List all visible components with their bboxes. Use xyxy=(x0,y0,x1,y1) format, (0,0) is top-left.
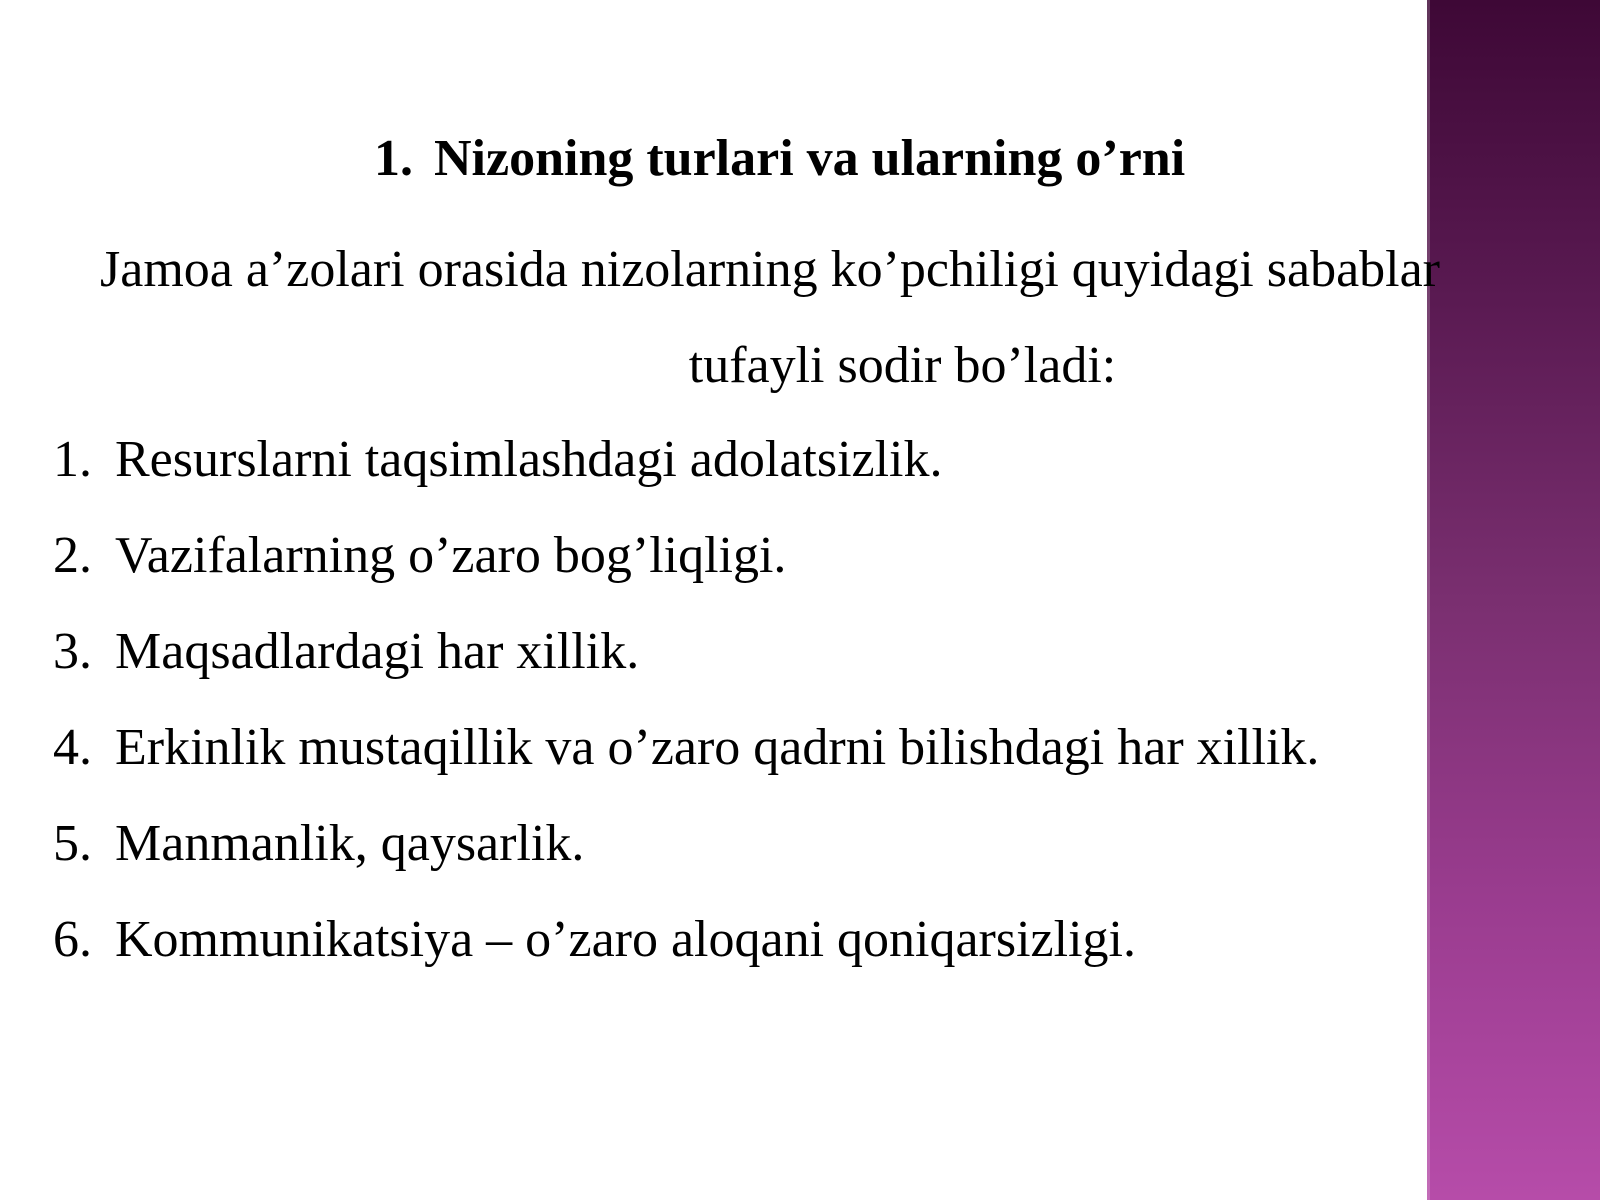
list-item-number: 4. xyxy=(53,719,92,776)
slide-title xyxy=(374,128,1185,190)
list-item-text: Resurslarni taqsimlashdagi adolatsizlik. xyxy=(115,431,943,488)
intro-line-1: Jamoa a’zolari orasida nizolarning ko’pchiligi quyidagi sabablar xyxy=(100,241,1440,298)
list-item-number: 2. xyxy=(53,527,92,584)
list-item-text: Erkinlik mustaqillik va o’zaro qadrni bilishdagi har xillik. xyxy=(115,719,1320,776)
list-item xyxy=(53,892,1319,988)
list-item-text: Kommunikatsiya – o’zaro aloqani qoniqarsizligi. xyxy=(115,911,1136,968)
list-item-number: 6. xyxy=(53,911,92,968)
list-item-number: 3. xyxy=(53,623,92,680)
title-number: 1. xyxy=(374,130,413,187)
list-item-number: 1. xyxy=(53,431,92,488)
list-item xyxy=(53,508,1319,604)
list-item-text: Vazifalarning o’zaro bog’liqligi. xyxy=(115,527,787,584)
causes-list xyxy=(53,412,1319,988)
list-item-text: Maqsadlardagi har xillik. xyxy=(115,623,640,680)
list-item xyxy=(53,604,1319,700)
list-item xyxy=(53,796,1319,892)
list-item xyxy=(53,700,1319,796)
intro-paragraph xyxy=(100,222,1476,414)
list-item-text: Manmanlik, qaysarlik. xyxy=(115,815,585,872)
list-item-number: 5. xyxy=(53,815,92,872)
list-item xyxy=(53,412,1319,508)
intro-line-2: tufayli sodir bo’ladi: xyxy=(688,337,1117,394)
title-text: Nizoning turlari va ularning o’rni xyxy=(434,130,1186,187)
